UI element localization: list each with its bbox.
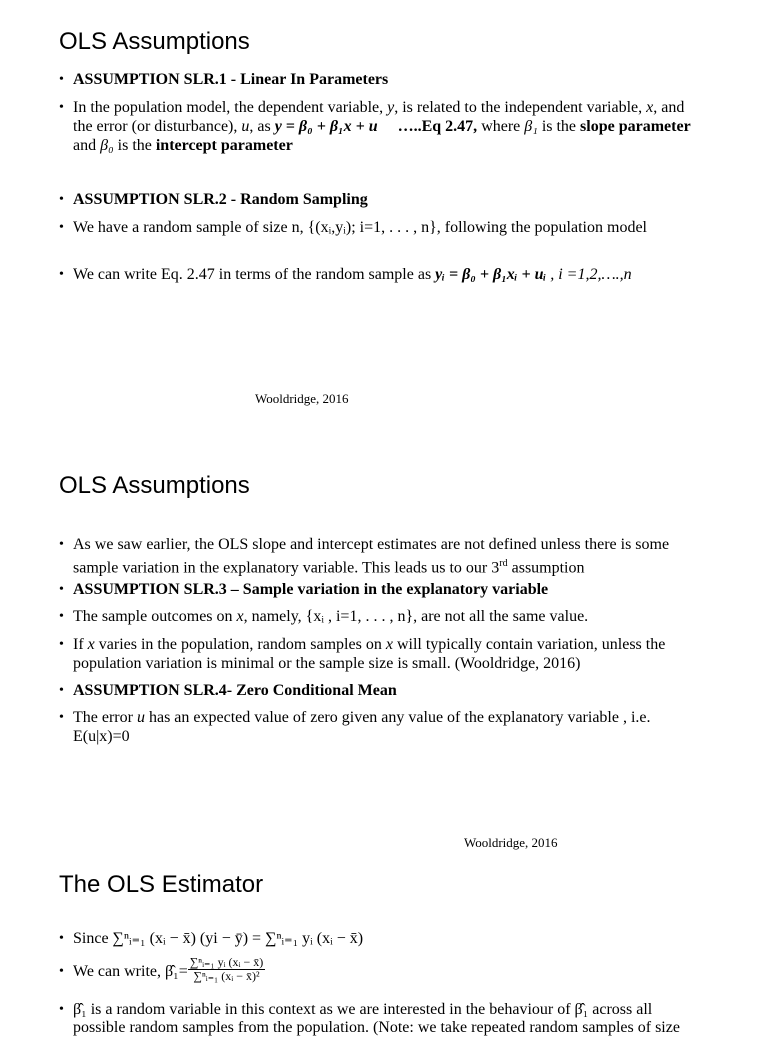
bullet-icon: • <box>59 683 64 698</box>
bullet-icon: • <box>59 964 64 979</box>
source-citation: Wooldridge, 2016 <box>255 391 349 406</box>
bullet-icon: • <box>59 220 64 235</box>
slide-title: The OLS Estimator <box>59 871 264 898</box>
bullet-icon: • <box>59 609 64 624</box>
bullet-icon: • <box>59 931 64 946</box>
bullet-icon: • <box>59 267 64 282</box>
bullet-icon: • <box>59 1002 64 1017</box>
bullet-icon: • <box>59 582 64 597</box>
estimator-fraction: $\frac{\text{∑ⁿᵢ₌₁ yᵢ (xᵢ − x̄)}}{\text{∑ⁿᵢ₌₁ (xᵢ − x̄)²}}$ <box>189 955 264 983</box>
bullet-icon: • <box>59 100 64 115</box>
equation: yᵢ = β₀ + β₁xᵢ + uᵢ <box>435 266 547 283</box>
bullet-icon: • <box>59 192 64 207</box>
bullet-icon: • <box>59 537 64 552</box>
source-citation: Wooldridge, 2016 <box>464 835 558 850</box>
bullet-icon: • <box>59 637 64 652</box>
bullet-icon: • <box>59 710 64 725</box>
slide-title: OLS Assumptions <box>59 28 250 55</box>
slide-3: The OLS Estimator • Since ∑ⁿᵢ₌₁ (xᵢ − x̄) (yi − ȳ) = ∑ⁿᵢ₌₁ yᵢ (xᵢ − x̄) • We can write, β̂₁= $\frac{\text{∑ⁿᵢ₌₁ yᵢ (xᵢ − x̄)}}{\text{∑ⁿᵢ₌₁ (xᵢ − x̄)²}}$ • β̂₁ is a random variable in this context as we are interested in the behaviour of β̂₁ across all possible random samples from the population. (Note: we take repeated random samples of size <box>59 871 680 1036</box>
bullet-icon: • <box>59 72 64 87</box>
slide-title: OLS Assumptions <box>59 472 250 499</box>
slide-2: OLS Assumptions • As we saw earlier, the OLS slope and intercept estimates are not defined unless there is some sample variation in the explanatory variable. This leads us to our 3rd assumption • ASSUMPTION SLR.3 – Sample variation in the explanatory variable • The sample outcomes on x, namely, {xᵢ , i=1, . . . , n}, are not all the same value. • If x varies in the population, random samples on x will typically contain variation, unless the population variation is minimal or the sample size is small. (Wooldridge, 2016) • ASSUMPTION SLR.4- Zero Conditional Mean • The error u has an expected value of zero given any value of the explanatory variable , i.e. E(u|x)=0 Wooldridge, 2016 <box>59 472 670 850</box>
cut-off-text: possible random samples from the population. (Note: we take repeated random samples of size <box>73 1019 680 1036</box>
equation: y = β₀ + β₁x + u <box>274 118 378 135</box>
slide-1: OLS Assumptions • ASSUMPTION SLR.1 - Linear In Parameters • In the population model, the dependent variable, y, is related to the independent variable, x, and the error (or disturbance), u, as y = β₀ + β₁x + u …..Eq 2.47, where β₁ is the slope parameter and β₀ is the intercept parameter • ASSUMPTION SLR.2 - Random Sampling • We have a random sample of size n, {(xᵢ,yᵢ); i=1, . . . , n}, following the population model • We can write Eq. 2.47 in terms of the random sample as yᵢ = β₀ + β₁xᵢ + uᵢ , i =1,2,….,n Wooldridge, 2016 <box>59 28 691 406</box>
